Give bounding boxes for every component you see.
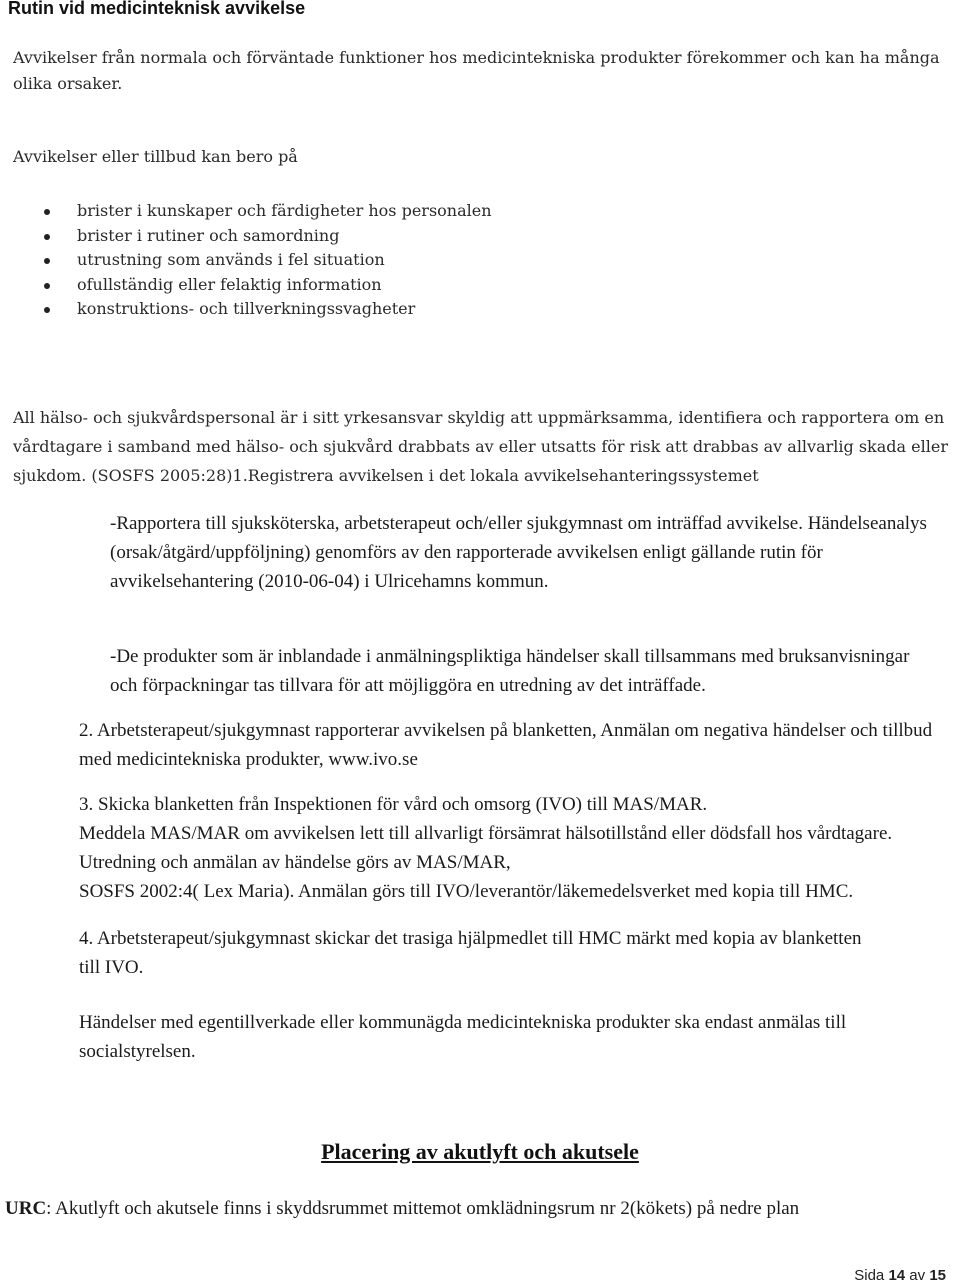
step-3-line-1: 3. Skicka blanketten från Inspektionen för vård och omsorg (IVO) till MAS/MAR. [79,794,708,815]
list-item: utrustning som används i fel situation [0,248,900,273]
responsibility-text: All hälso- och sjukvårdspersonal är i sitt yrkesansvar skyldig att uppmärksamma, identifiera och rapportera om en vårdtagare i samband med hälso- och sjukvård drabbats av eller utsatts för risk att drabbas av allvarlig skada eller sjukdom. (SOSFS 2005:28) [13,408,948,485]
own-products-note: Händelser med egentillverkade eller kommunägda medicintekniska produkter ska endast anmälas till socialstyrelsen. [79,1012,847,1062]
step-3-line-3: SOSFS 2002:4( Lex Maria). Anmälan görs till IVO/leverantör/läkemedelsverket med kopia till HMC. [79,881,854,902]
list-item: brister i rutiner och samordning [0,224,900,249]
urc-label: URC [5,1198,47,1219]
products-instruction: -De produkter som är inblandade i anmälningspliktiga händelser skall tillsammans med bruksanvisningar och förpackningar tas tillvara för att möjliggöra en utredning av det inträffade. [110,646,910,696]
section-heading-placement: Placering av akutlyft och akutsele [321,1139,639,1164]
causes-list [0,199,900,322]
bullet-icon [44,209,50,215]
intro-paragraph: Avvikelser från normala och förväntade funktioner hos medicintekniska produkter förekommer och kan ha många olika orsaker. [13,48,940,93]
bullet-icon [44,234,50,240]
footer-page-number: 14 [888,1267,906,1284]
urc-text: : Akutlyft och akutsele finns i skyddsrummet mittemot omklädningsrum nr 2(kökets) på nedre plan [46,1198,800,1219]
list-item: brister i kunskaper och färdigheter hos personalen [0,199,900,224]
bullet-icon [44,283,50,289]
step-2-text: 2. Arbetsterapeut/sjukgymnast rapporterar avvikelsen på blanketten, Anmälan om negativa händelser och tillbud med medicintekniska produkter, www.ivo.se [79,720,933,770]
footer-prefix: Sida [854,1267,885,1284]
bullet-icon [44,307,50,313]
causes-lead: Avvikelser eller tillbud kan bero på [13,147,298,166]
list-item: konstruktions- och tillverkningssvagheter [0,297,900,322]
page-footer [854,1267,946,1284]
step-3-block [79,790,949,906]
page-heading: Rutin vid medicinteknisk avvikelse [8,0,306,18]
footer-total-pages: 15 [929,1267,946,1284]
responsibility-paragraph [13,403,948,490]
urc-line [5,1194,799,1223]
footer-of: av [909,1267,926,1284]
step-3-line-2: Meddela MAS/MAR om avvikelsen lett till allvarligt försämrat hälsotillstånd eller dödsfall hos vårdtagare. Utredning och anmälan av händelse görs av MAS/MAR, [79,823,893,873]
report-instruction: -Rapportera till sjuksköterska, arbetsterapeut och/eller sjukgymnast om inträffad avvikelse. Händelseanalys (orsak/åtgärd/uppföljning) genomförs av den rapporterade avvikelsen enligt gällande rutin för avvikelsehantering (2010-06-04) i Ulricehamns kommun. [110,513,927,592]
step-4-text: 4. Arbetsterapeut/sjukgymnast skickar det trasiga hjälpmedlet till HMC märkt med kopia av blanketten till IVO. [79,928,862,978]
bullet-icon [44,258,50,264]
list-item: ofullständig eller felaktig information [0,273,900,298]
step-1-text: 1.Registrera avvikelsen i det lokala avvikelsehanteringssystemet [232,466,759,485]
